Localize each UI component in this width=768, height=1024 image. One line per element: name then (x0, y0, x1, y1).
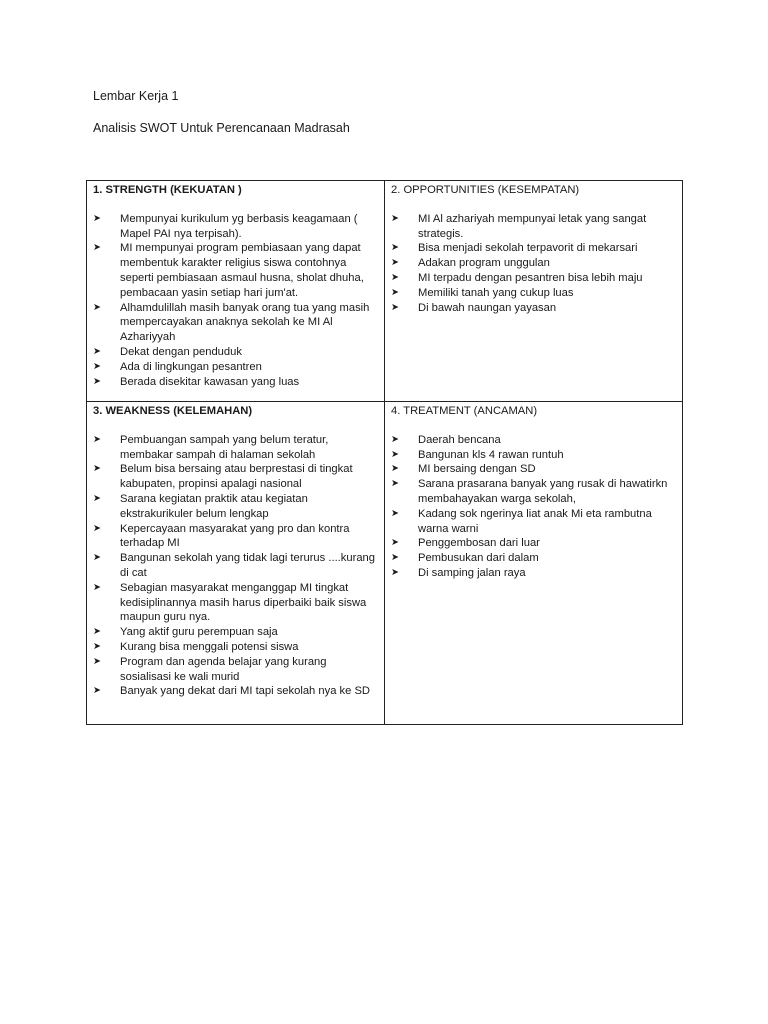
list-item (391, 271, 676, 286)
strength-heading: 1. STRENGTH (KEKUATAN ) (93, 184, 242, 196)
list-item-text: Penggembosan dari luar (418, 537, 540, 550)
list-item (93, 625, 378, 640)
arrow-bullet-icon: ➤ (391, 537, 399, 549)
arrow-bullet-icon: ➤ (93, 375, 101, 387)
list-item (391, 241, 676, 256)
strength-cell (87, 181, 385, 402)
list-item (391, 286, 676, 301)
list-item-text: Di bawah naungan yayasan (418, 301, 557, 314)
list-item-text: MI terpadu dengan pesantren bisa lebih maju (418, 271, 643, 284)
list-item (391, 212, 676, 242)
list-item-text: Bisa menjadi sekolah terpavorit di mekarsari (418, 242, 638, 255)
list-item-text: Dekat dengan penduduk (120, 345, 242, 358)
arrow-bullet-icon: ➤ (391, 566, 399, 578)
list-item (93, 551, 378, 581)
arrow-bullet-icon: ➤ (391, 271, 399, 283)
arrow-bullet-icon: ➤ (93, 522, 101, 534)
treatment-heading: 4. TREATMENT (ANCAMAN) (391, 405, 538, 417)
swot-row-bottom (87, 402, 683, 725)
list-item (391, 301, 676, 316)
list-item-text: Ada di lingkungan pesantren (120, 360, 262, 373)
arrow-bullet-icon: ➤ (391, 448, 399, 460)
arrow-bullet-icon: ➤ (93, 640, 101, 652)
opportunities-heading: 2. OPPORTUNITIES (KESEMPATAN) (391, 184, 580, 196)
list-item (93, 345, 378, 360)
list-item (391, 507, 676, 537)
list-item (391, 551, 676, 566)
list-item-text: Bangunan sekolah yang tidak lagi terurus ....kurang di cat (120, 552, 375, 579)
arrow-bullet-icon: ➤ (391, 301, 399, 313)
list-item-text: Sarana prasarana banyak yang rusak di hawatirkn membahayakan warga sekolah, (418, 478, 668, 505)
list-item (391, 536, 676, 551)
list-item (93, 360, 378, 375)
document-title: Lembar Kerja 1 (93, 89, 179, 103)
list-item (93, 522, 378, 552)
weakness-cell (87, 402, 385, 725)
list-item-text: MI bersaing dengan SD (418, 463, 536, 476)
list-item-text: Berada disekitar kawasan yang luas (120, 375, 300, 388)
list-item-text: Sebagian masyarakat menganggap MI tingkat kedisiplinannya masih harus diperbaiki baik siswa maupun guru nya. (120, 581, 367, 624)
list-item-text: Kadang sok ngerinya liat anak Mi eta rambutna warna warni (418, 507, 652, 535)
swot-table (86, 180, 683, 725)
opportunities-list (391, 212, 676, 316)
list-item-text: Daerah bencana (418, 433, 501, 446)
list-item-text: Pembuangan sampah yang belum teratur, membakar sampah di halaman sekolah (120, 433, 329, 461)
list-item (391, 433, 676, 448)
arrow-bullet-icon: ➤ (93, 345, 101, 357)
list-item (93, 375, 378, 390)
list-item (391, 477, 676, 507)
arrow-bullet-icon: ➤ (391, 507, 399, 519)
list-item (93, 301, 378, 345)
list-item-text: Bangunan kls 4 rawan runtuh (418, 448, 564, 461)
list-item-text: Kurang bisa menggali potensi siswa (120, 640, 299, 653)
list-item (93, 492, 378, 522)
list-item-text: Yang aktif guru perempuan saja (120, 626, 278, 639)
opportunities-cell (385, 181, 683, 402)
list-item (93, 212, 378, 242)
list-item-text: Di samping jalan raya (418, 566, 526, 579)
list-item-text: Alhamdulillah masih banyak orang tua yang masih mempercayakan anaknya sekolah ke MI Al Azhariyyah (120, 301, 370, 344)
arrow-bullet-icon: ➤ (93, 433, 101, 445)
arrow-bullet-icon: ➤ (93, 212, 101, 224)
treatment-list (391, 433, 676, 581)
list-item (391, 462, 676, 477)
list-item (93, 581, 378, 625)
list-item (93, 684, 378, 699)
arrow-bullet-icon: ➤ (93, 552, 101, 564)
list-item-text: Kepercayaan masyarakat yang pro dan kontra terhadap MI (120, 522, 350, 550)
weakness-heading: 3. WEAKNESS (KELEMAHAN) (93, 405, 253, 417)
arrow-bullet-icon: ➤ (93, 655, 101, 667)
list-item-text: Sarana kegiatan praktik atau kegiatan ekstrakurikuler belum lengkap (120, 492, 308, 520)
list-item (391, 256, 676, 271)
arrow-bullet-icon: ➤ (391, 552, 399, 564)
arrow-bullet-icon: ➤ (391, 433, 399, 445)
arrow-bullet-icon: ➤ (93, 301, 101, 313)
arrow-bullet-icon: ➤ (93, 685, 101, 697)
arrow-bullet-icon: ➤ (93, 360, 101, 372)
list-item-text: Belum bisa bersaing atau berprestasi di tingkat kabupaten, propinsi apalagi nasional (120, 463, 353, 491)
arrow-bullet-icon: ➤ (93, 242, 101, 254)
arrow-bullet-icon: ➤ (93, 463, 101, 475)
arrow-bullet-icon: ➤ (93, 626, 101, 638)
strength-list (93, 212, 378, 390)
list-item-text: Mempunyai kurikulum yg berbasis keagamaan ( Mapel PAI nya terpisah). (120, 212, 358, 240)
list-item-text: MI Al azhariyah mempunyai letak yang sangat strategis. (418, 212, 647, 240)
list-item (93, 241, 378, 300)
document-subtitle: Analisis SWOT Untuk Perencanaan Madrasah (93, 121, 350, 135)
treatment-cell (385, 402, 683, 725)
arrow-bullet-icon: ➤ (391, 478, 399, 490)
list-item (391, 448, 676, 463)
list-item-text: Adakan program unggulan (418, 257, 550, 270)
arrow-bullet-icon: ➤ (391, 286, 399, 298)
arrow-bullet-icon: ➤ (391, 242, 399, 254)
list-item (93, 640, 378, 655)
arrow-bullet-icon: ➤ (93, 492, 101, 504)
swot-row-top (87, 181, 683, 402)
list-item (93, 433, 378, 463)
arrow-bullet-icon: ➤ (391, 463, 399, 475)
arrow-bullet-icon: ➤ (93, 581, 101, 593)
list-item-text: Banyak yang dekat dari MI tapi sekolah nya ke SD (120, 685, 370, 698)
list-item-text: MI mempunyai program pembiasaan yang dapat membentuk karakter religius siswa contohnya seperti pembiasaan asmaul husna, sholat dhuha, pembacaan yasin setiap hari jum'at. (120, 242, 364, 299)
list-item (391, 566, 676, 581)
weakness-list (93, 433, 378, 699)
list-item (93, 462, 378, 492)
list-item-text: Pembusukan dari dalam (418, 552, 539, 565)
arrow-bullet-icon: ➤ (391, 212, 399, 224)
arrow-bullet-icon: ➤ (391, 257, 399, 269)
list-item (93, 655, 378, 685)
list-item-text: Program dan agenda belajar yang kurang sosialisasi ke wali murid (120, 655, 327, 683)
list-item-text: Memiliki tanah yang cukup luas (418, 286, 574, 299)
